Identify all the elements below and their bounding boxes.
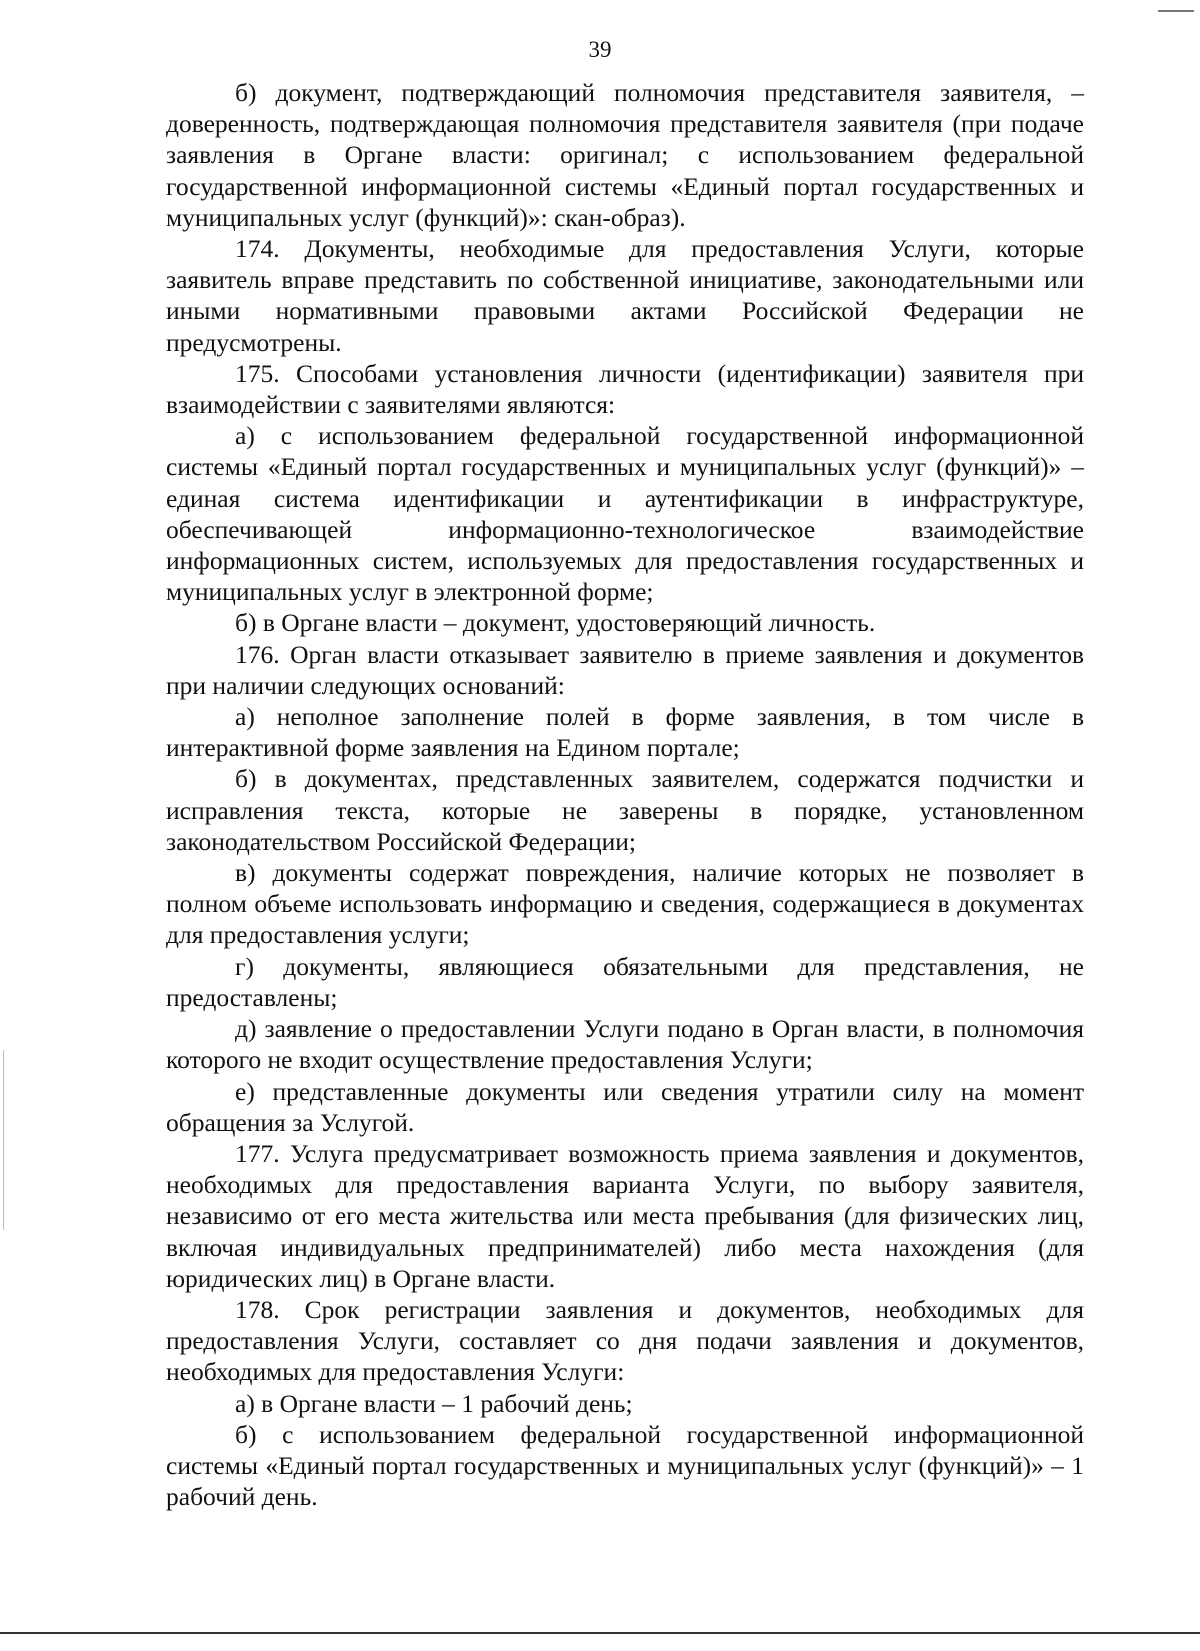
paragraph-176: 176. Орган власти отказывает заявителю в приеме заявления и документов при наличии следующих оснований: (166, 639, 1084, 700)
paragraph-176e: е) представленные документы или сведения утратили силу на момент обращения за Услугой. (166, 1076, 1084, 1137)
paragraph-176v: в) документы содержат повреждения, наличие которых не позволяет в полном объеме использовать информацию и сведения, содержащиеся в документах для предоставления услуги; (166, 858, 1084, 950)
paragraph-176g: г) документы, являющиеся обязательными для представления, не предоставлены; (166, 951, 1084, 1012)
scan-artifact-bottom-line (0, 1632, 1200, 1634)
paragraph-175b: б) в Органе власти – документ, удостоверяющий личность. (235, 608, 876, 638)
scan-artifact-left (3, 1050, 4, 1230)
document-body (166, 77, 1084, 1512)
page-number: 39 (588, 37, 612, 62)
paragraph-173b: б) документ, подтверждающий полномочия представителя заявителя, – доверенность, подтверждающая полномочия представителя заявителя (при подаче заявления в Органе власти: оригинал; с использованием федеральной государственной информационной системы «Единый портал государственных и муниципальных услуг (функций)»: скан-образ). (166, 78, 1084, 232)
paragraph-175: 175. Способами установления личности (идентификации) заявителя при взаимодействии с заявителями являются: (166, 358, 1084, 420)
paragraph-176b: б) в документах, представленных заявителем, содержатся подчистки и исправления текста, которые не заверены в порядке, установленном законодательством Российской Федерации; (166, 764, 1084, 856)
paragraph-174: 174. Документы, необходимые для предоставления Услуги, которые заявитель вправе представить по собственной инициативе, законодательными или иными нормативными правовыми актами Российской Федерации не предусмотрены. (166, 234, 1084, 357)
scan-artifact-top (1158, 10, 1194, 12)
paragraph-178a: а) в Органе власти – 1 рабочий день; (235, 1388, 633, 1418)
paragraph-176a: а) неполное заполнение полей в форме заявления, в том числе в интерактивной форме заявления на Едином портале; (166, 702, 1084, 763)
paragraph-177: 177. Услуга предусматривает возможность приема заявления и документов, необходимых для предоставления варианта Услуги, по выбору заявителя, независимо от его места жительства или места пребывания (для физических лиц, включая индивидуальных предпринимателей) либо места нахождения (для юридических лиц) в Органе власти. (166, 1138, 1084, 1293)
paragraph-176d: д) заявление о предоставлении Услуги подано в Орган власти, в полномочия которого не входит осуществление предоставления Услуги; (166, 1014, 1084, 1075)
paragraph-175a: а) с использованием федеральной государственной информационной системы «Единый портал государственных и муниципальных услуг (функций)» – единая система идентификации и аутентификации в инфраструктуре, обеспечивающей информационно-технологическое взаимодействие информационных систем, используемых для предоставления государственных и муниципальных услуг в электронной форме; (166, 421, 1084, 607)
paragraph-178b: б) с использованием федеральной государственной информационной системы «Единый портал государственных и муниципальных услуг (функций)» – 1 рабочий день. (166, 1419, 1084, 1512)
paragraph-178: 178. Срок регистрации заявления и документов, необходимых для предоставления Услуги, составляет со дня подачи заявления и документов, необходимых для предоставления Услуги: (166, 1294, 1084, 1387)
